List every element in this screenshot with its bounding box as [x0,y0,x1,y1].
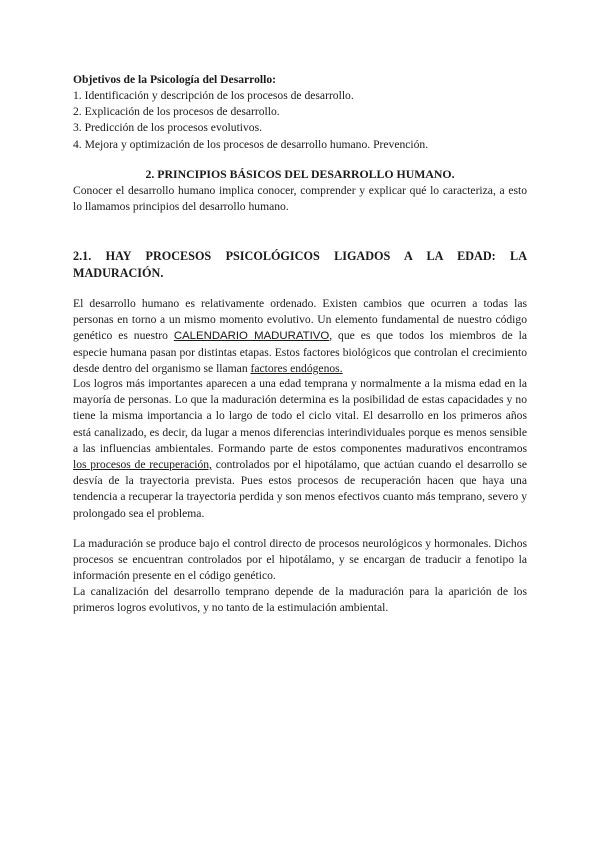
paragraph-maduracion-4: La canalización del desarrollo temprano depende de la maduración para la aparición de los primeros logros evolutivos, y no tanto de la estimulación ambiental. [73,585,527,615]
paragraph-text: , que es que todos los miembros de la especie humana pasan por distintas etapas. Estos factores biológicos que controlan el crecimiento desde dentro del organismo se llaman [73,329,527,375]
objective-item: 2. Explicación de los procesos de desarrollo. [73,105,280,119]
objectives-title: Objetivos de la Psicología del Desarrollo: [73,73,276,86]
objective-item: 1. Identificación y descripción de los procesos de desarrollo. [73,89,354,102]
section-2-intro: Conocer el desarrollo humano implica conocer, comprender y explicar qué lo caracteriza, a esto lo llamamos principios del desarrollo humano. [73,184,527,214]
paragraph-maduracion-1 [73,296,527,377]
section-2-heading: 2. PRINCIPIOS BÁSICOS DEL DESARROLLO HUMANO. [145,167,455,181]
paragraph-text: El desarrollo humano es relativamente ordenado. Existen cambios que ocurren a todas las personas en torno a un mismo momento evolutivo. Un elemento fundamental de nuestro código genético es nuestro [73,297,527,343]
paragraph-text: controlados por el hipotálamo, que actúan cuando el desarrollo se desvía de la trayectoria prevista. Pues estos procesos de recuperación hacen que haya una tendencia a recuperar la trayectoria perdida y son menos efectivos cuanto más temprano, severo y prolongado sea el problema. [73,458,527,520]
paragraph-maduracion-2 [73,376,527,522]
paragraph-maduracion-3: La maduración se produce bajo el control directo de procesos neurológicos y hormonales. Dichos procesos se encuentran controlados por el hipotálamo, y se encargan de traducir a fenotipo la información presente en el código genético. [73,537,527,583]
objective-item: 3. Predicción de los procesos evolutivos. [73,121,263,135]
procesos-recuperacion-term: los procesos de recuperación, [73,458,212,472]
objectives-list [73,88,527,153]
objective-item: 4. Mejora y optimización de los procesos de desarrollo humano. Prevención. [73,137,429,151]
section-2-1-heading: 2.1. HAY PROCESOS PSICOLÓGICOS LIGADOS A LA EDAD: LA MADURACIÓN. [73,249,527,280]
calendario-madurativo-term: CALENDARIO MADURATIVO [173,330,330,343]
factores-endogenos-term: factores endógenos. [250,361,343,375]
paragraph-text: Los logros más importantes aparecen a una edad temprana y normalmente a la misma edad en la mayoría de personas. Lo que la maduración determina es la posibilidad de estas capacidades y no tiene la misma importancia a lo largo de todo el ciclo vital. El desarrollo en los primeros años está canalizado, es decir, da lugar a menos diferencias interindividuales porque es menos sensible a las influencias ambientales. Formando parte de estos componentes madurativos encontramos [73,377,527,455]
